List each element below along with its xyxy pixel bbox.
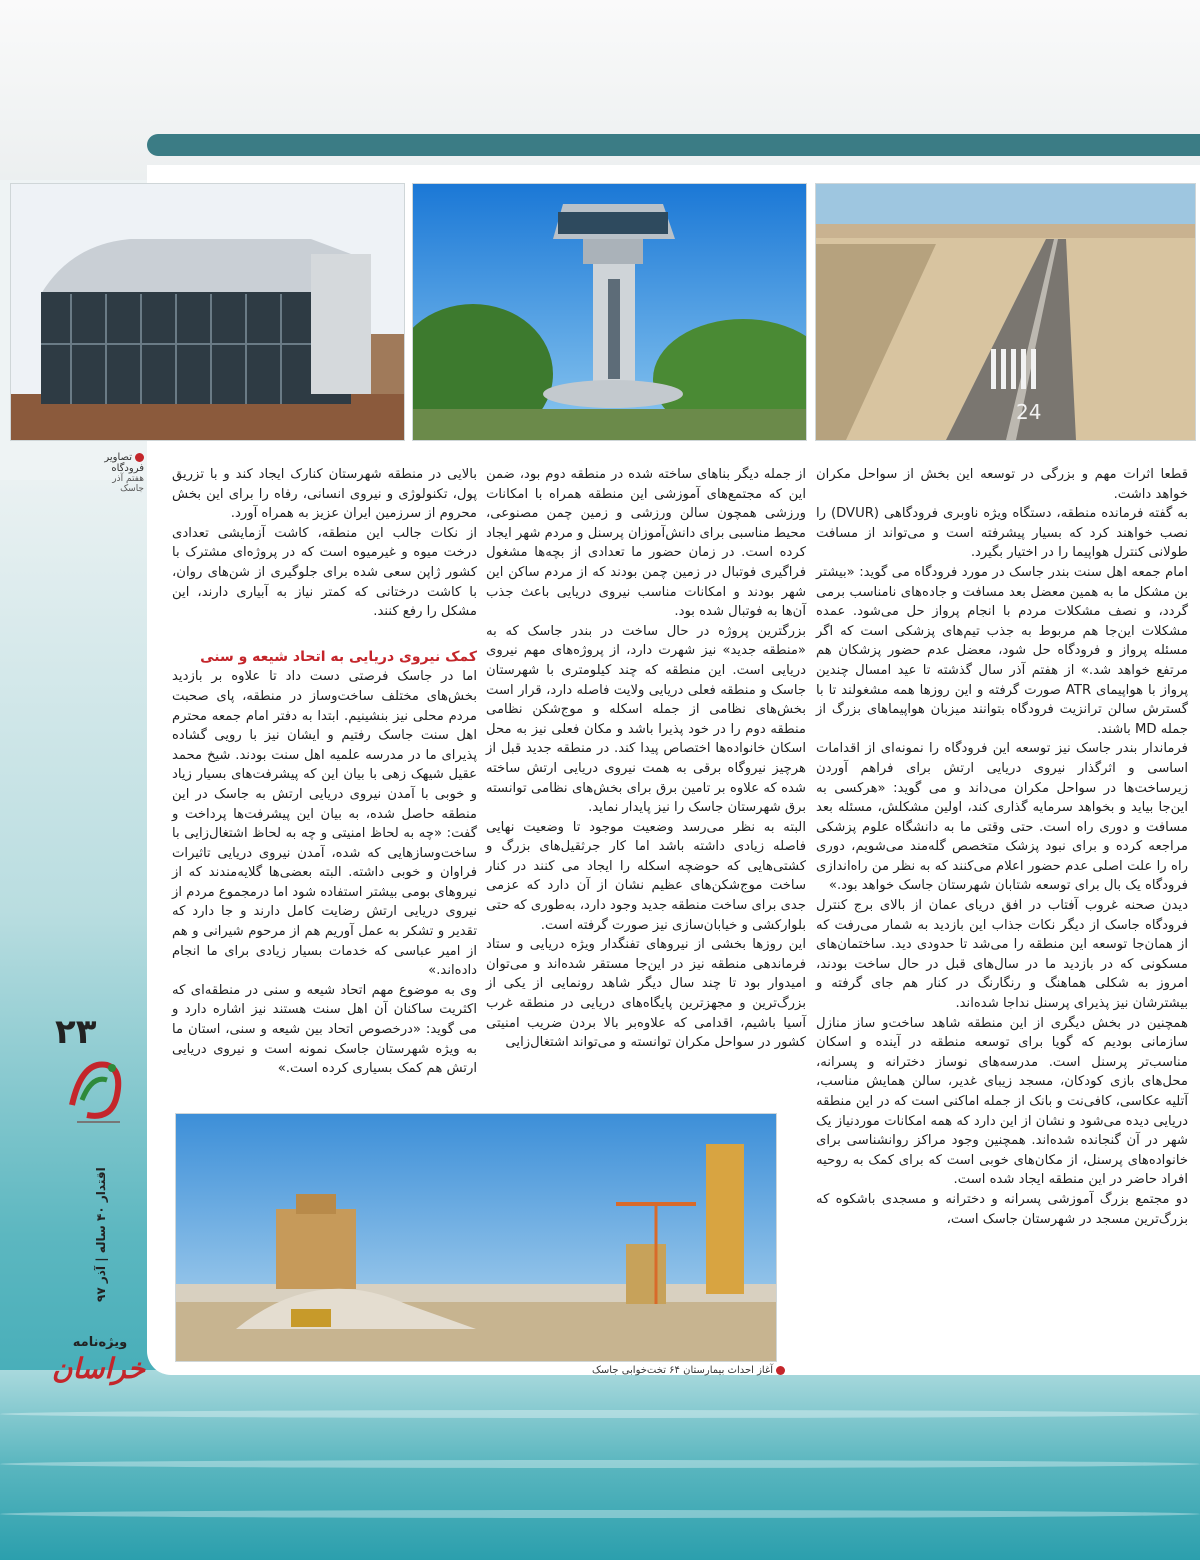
paragraph: قطعا اثرات مهم و بزرگی در توسعه این بخش از سواحل مکران خواهد داشت. [816, 467, 1188, 502]
magazine-logo-icon [62, 1050, 132, 1130]
photo-runway-aerial [815, 183, 1196, 441]
caption-title: تصاویر فرودگاه [104, 452, 144, 474]
paragraph: همچنین در بخش دیگری از این منطقه شاهد ساخت‌و ساز منازل سازمانی بودیم که گویا برای توسعه منطقه در آینده و اسکان مناسب‌تر پرسنل است. مدرسه‌های نوساز دخترانه و پسرانه، محل‌های بازی کودکان، مسجد زیبای غدیر، سالن همایش مناسب، آتلیه عکاسی، کافی‌نت و بانک از جمله اماکنی است که در این منطقه دریایی دیده می‌شود و نشان از این دارد که همه امکانات موردنیاز یک شهر در آن گنجانده شده‌اند. همچنین وجود مراکز روانشناسی برای خانواده‌های پرسنل، از مکان‌های خوبی است که برای کمک به روحیه افراد حاضر در این منطقه ایجاد شده است. [816, 1015, 1188, 1188]
paragraph: امام جمعه اهل سنت بندر جاسک در مورد فرودگاه می گوید: «بیشتر بن مشکل ما به همین معضل بعد مسافت و جاده‌های نامناسب برمی گردد، و نصف مشکلات مردم با انجام پرواز حل می‌شود. عمده مشکلات این‌جا هم مربوط به جذب تیم‌های پزشکی است که اگر مسئله پرواز و فرودگاه حل شود، معضل عدم حضور پزشکان هم مرتفع خواهد شد.» از هفتم آذر سال گذشته تا عید امسال چندین پرواز با هواپیمای ATR صورت گرفته و این روزها همه مشغولند تا با گسترش سالن ترانزیت فرودگاه بتوانند میزبان هواپیماهای بزرگ از جمله MD باشند. [816, 564, 1188, 737]
header-bar [147, 134, 1200, 156]
paragraph: وی به موضوع مهم اتحاد شیعه و سنی در منطقه‌ای که اکثریت ساکنان آن اهل سنت هستند نیز اشاره دارد و می گوید: «درخصوص اتحاد بین شیعه و سنی، استان ما به ویژه شهرستان جاسک نمونه است و نیروی دریایی ارتش هم کمک بسیاری کرده است.» [172, 982, 477, 1077]
photo-control-tower [412, 183, 807, 441]
paragraph: بزرگترین پروژه در حال ساخت در بندر جاسک که به «منطقه جدید» نیز شهرت دارد، از پروژه‌های مهم نیروی دریایی است. این منطقه که چند کیلومتری با شهرستان جاسک و منطقه فعلی دریایی ولایت فاصله دارد، قرار است بخش‌های نظامی از جمله اسکله و موج‌شکن نظامی منطقه دوم را در خود پذیرا باشد و مکان فعلی نیز به محل اسکان خانواده‌ها اختصاص پیدا کند. در منطقه جدید قبل از هرچیز نیروگاه برقی به همت نیروی دریایی ارتش ساخته شده که علاوه بر تامین برق برای بخش‌های نظامی توانسته برق شهرستان جاسک را نیز پایدار نماید. [486, 623, 806, 816]
article-column-right [816, 465, 1188, 1229]
wave-decoration [0, 1510, 1200, 1518]
article-column-left [172, 465, 477, 1079]
issue-label: اقتدار ۴۰ ساله | آذر ۹۷ [94, 1167, 108, 1303]
paragraph: دو مجتمع بزرگ آموزشی پسرانه و دخترانه و مسجدی باشکوه که بزرگ‌ترین مسجد در شهرستان جاسک است، [816, 1191, 1188, 1227]
special-issue-label: ویژه‌نامه [72, 1335, 128, 1350]
paragraph: از جمله دیگر بناهای ساخته شده در منطقه دوم بود، ضمن این که مجتمع‌های آموزشی این منطقه همراه با امکانات ورزشی همچون سالن ورزشی و زمین چمن مصنوعی، محیط مناسبی برای دانش‌آموزان پرسنل و مردم شهر ایجاد کرده است. در زمان حضور ما تعدادی از بچه‌ها مشغول فراگیری فوتبال در زمین چمن بودند که از مردم ساکن این شهر بودند و امکانات مناسب نیروی دریایی باعث جذب آن‌ها به فوتبال شده بود. [486, 467, 806, 620]
sea-background-bottom [0, 1370, 1200, 1560]
paragraph: دیدن صحنه غروب آفتاب در افق دریای عمان از بالای برج کنترل فرودگاه جاسک از دیگر نکات جذاب این بازدید به شمار می‌رفت که از همان‌جا توسعه این منطقه را می‌شد تا حدودی دید. ساختمان‌های مسکونی که در بازدید ما در سال‌های قبل در حال ساخت بودند، امروز به شکلی هماهنگ و رنگارنگ در کنار هم جای گرفته و بیشترشان نیز پذیرای پرسنل نداجا شده‌اند. [816, 898, 1188, 1012]
caption-dot-icon [776, 1366, 785, 1375]
publication-logo: خراسان [51, 1352, 145, 1385]
page-number: ۲۳ [55, 1012, 97, 1052]
paragraph: فرماندار بندر جاسک نیز توسعه این فرودگاه را نمونه‌ای از اقدامات اساسی و اثرگذار نیروی دریایی ارتش برای فراهم آوردن زیرساخت‌ها در سواحل مکران می‌داند و می گوید: «هرکسی به این‌جا بیاید و بخواهد سرمایه گذاری کند، اولین مشکلش، مسئله بعد مسافت و دوری راه است. حتی وقتی ما به دانشگاه علوم پزشکی مراجعه کرده و برای نبود پزشک متخصص گله‌مند می‌شویم، دوری راه را علت اصلی عدم حضور اعلام می‌کنند که به نظر من راه‌اندازی فرودگاه یک بال برای توسعه شتابان شهرستان جاسک خواهد بود.» [816, 741, 1188, 894]
paragraph: بالایی در منطقه شهرستان کنارک ایجاد کند و با تزریق پول، تکنولوژی و نیروی انسانی، رفاه را برای این بخش محروم از سرزمین ایران عزیز به همراه آورد. [172, 467, 477, 522]
paragraph: از نکات جالب این منطقه، کاشت آزمایشی تعدادی درخت میوه و غیرمیوه است که در پروژه‌ای مشترک با کشور ژاپن سعی شده برای جلوگیری از شن‌های روان، با کاشت درختانی که کمتر نیاز به آبیاری دارند، این مشکل را رفع کنند. [172, 525, 477, 620]
svg-text:24: 24 [1016, 400, 1042, 424]
section-subheading: کمک نیروی دریایی به اتحاد شیعه و سنی [200, 648, 477, 665]
paragraph: البته به نظر می‌رسد وضعیت موجود تا وضعیت نهایی فاصله زیادی داشته باشد اما کار جرثقیل‌های بزرگ و کشتی‌هایی که حوضچه اسکله را ایجاد می کنند در کنار ساخت موج‌شکن‌های عظیم نشان از آن دارد که عزمی جدی برای ساخت منطقه جدید وجود دارد، به‌طوری که حتی بلوارکشی و خیابان‌سازی نیز صورت گرفته است. [486, 819, 806, 933]
caption-subtitle: هفتم آذر جاسک [112, 474, 144, 494]
photo-terminal-building [10, 183, 405, 441]
wave-decoration [0, 1410, 1200, 1418]
paragraph: این روزها بخشی از نیروهای تفنگدار ویژه دریایی و ستاد فرماندهی منطقه نیز در این‌جا مستقر شده‌اند و می‌توان امیدوار بود تا چند سال دیگر شاهد رونمایی از یکی از بزرگ‌ترین و مجهزترین پایگاه‌های دریایی در منطقه غرب آسیا باشیم، اقدامی که علاوه‌بر بالا بردن ضریب امنیتی کشور در سواحل مکران توانسته و می‌تواند اشتغال‌زایی [486, 937, 806, 1051]
wave-decoration [0, 1460, 1200, 1468]
caption-text: آغاز احداث بیمارستان ۶۴ تخت‌خوابی جاسک [591, 1365, 773, 1376]
paragraph: اما در جاسک فرصتی دست داد تا علاوه بر بازدید بخش‌های مختلف ساخت‌وساز در منطقه، پای صحبت مردم محلی نیز بنشینیم. ابتدا به دفتر امام جمعه محترم اهل سنت جاسک رفتیم و ایشان نیز با رویی گشاده پذیرای ما در مدرسه علمیه اهل سنت بودند. شیخ محمد عقیل شیهک زهی با بیان این که پیشرفت‌های بسیار زیاد و خوبی با آمدن نیروی دریایی ارتش به جاسک در این منطقه حاصل شده، به بیان این پیشرفت‌ها پرداخت و گفت: «چه به لحاظ امنیتی و چه به لحاظ اشتغال‌زایی با ساخت‌وسازهایی که شده، آمدن نیروی دریایی تاثیرات فراوان و خوبی داشته. البته بعضی‌ها گلایه‌مندند که از نیروهای بومی بیشتر استفاده شود اما درمجموع مردم از نیروی دریایی ارتش رضایت کامل دارند و جا دارد که تقدیر و تشکر به عمل آوریم هم از مرحوم شیرانی و هم از امیر عباسی که خدمات بسیار زیادی برای ما انجام داده‌اند.» [172, 669, 477, 979]
caption-top [86, 452, 144, 494]
article-column-middle [486, 465, 806, 1053]
caption-bottom [560, 1365, 785, 1376]
photo-hospital-construction [175, 1113, 777, 1362]
caption-dot-icon [135, 453, 144, 462]
paragraph: به گفته فرمانده منطقه، دستگاه ویژه ناوبری فرودگاهی (DVUR) را نصب خواهند کرد که بسیار پیشرفته است و می‌تواند از مسافت طولانی کنترل هواپیما را در اختیار بگیرد. [816, 506, 1189, 561]
